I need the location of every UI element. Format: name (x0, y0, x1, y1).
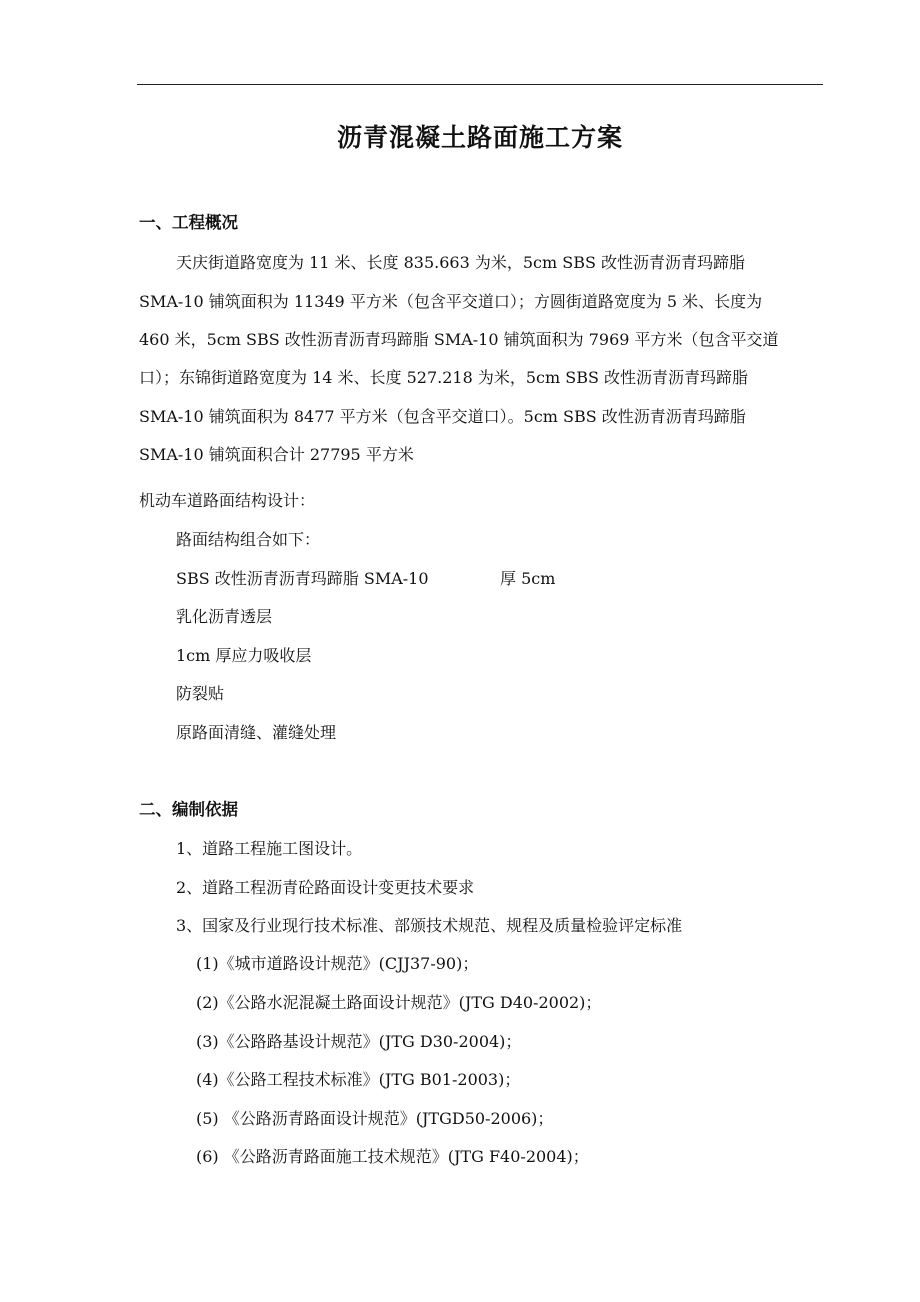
paragraph-line: 460 米，5cm SBS 改性沥青沥青玛蹄脂 SMA-10 铺筑面积为 7969 平方米（包含平交道 (139, 330, 779, 349)
layer-name: SBS 改性沥青沥青玛蹄脂 SMA-10 (176, 569, 429, 588)
paragraph-line: 天庆街道路宽度为 11 米、长度 835.663 为米，5cm SBS 改性沥青沥青玛蹄脂 (176, 253, 746, 272)
structure-intro: 路面结构组合如下： (176, 530, 321, 549)
standard-item: (4)《公路工程技术标准》(JTG B01-2003)； (196, 1070, 521, 1089)
paragraph-line: SMA-10 铺筑面积为 8477 平方米（包含平交道口）。5cm SBS 改性沥青沥青玛蹄脂 (139, 407, 746, 426)
section-heading-overview: 一、工程概况 (139, 213, 238, 232)
basis-item: 2、道路工程沥青砼路面设计变更技术要求 (176, 878, 475, 897)
layer-thickness: 厚 5cm (500, 569, 556, 588)
standard-item: (2)《公路水泥混凝土路面设计规范》(JTG D40-2002)； (196, 993, 602, 1012)
page-title: 沥青混凝土路面施工方案 (336, 123, 623, 152)
standard-item: (3)《公路路基设计规范》(JTG D30-2004)； (196, 1032, 522, 1051)
paragraph-line: SMA-10 铺筑面积合计 27795 平方米 (139, 445, 414, 464)
header-rule (137, 84, 823, 85)
layer-item: 原路面清缝、灌缝处理 (176, 723, 337, 742)
layer-item: 防裂贴 (176, 684, 225, 703)
layer-item: 1cm 厚应力吸收层 (176, 646, 312, 665)
layer-item (176, 569, 429, 589)
section-heading-basis: 二、编制依据 (139, 800, 238, 819)
standard-item: (6) 《公路沥青路面施工技术规范》(JTG F40-2004)； (196, 1147, 589, 1166)
structure-design-label: 机动车道路面结构设计： (139, 491, 316, 510)
basis-item: 1、道路工程施工图设计。 (176, 839, 363, 858)
paragraph-line: 口）；东锦街道路宽度为 14 米、长度 527.218 为米，5cm SBS 改性沥青沥青玛蹄脂 (139, 368, 749, 387)
paragraph-line: SMA-10 铺筑面积为 11349 平方米（包含平交道口）；方圆街道路宽度为 5 米、长度为 (139, 292, 763, 311)
standard-item: (5) 《公路沥青路面设计规范》(JTGD50-2006)； (196, 1109, 554, 1128)
basis-item: 3、国家及行业现行技术标准、部颁技术规范、规程及质量检验评定标准 (176, 916, 683, 935)
standard-item: (1)《城市道路设计规范》(CJJ37-90)； (196, 954, 479, 973)
layer-item: 乳化沥青透层 (176, 607, 273, 626)
